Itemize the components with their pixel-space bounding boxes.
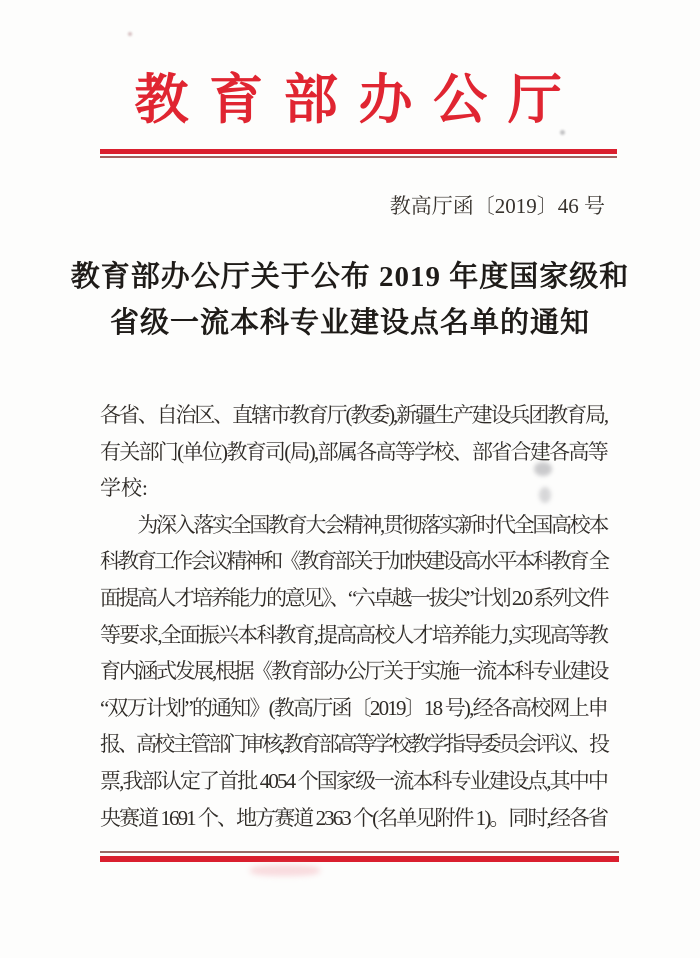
- document-title: [0, 254, 700, 346]
- salutation-line: 学校:: [100, 476, 148, 501]
- salutation-line: 各省、自治区、直辖市教育厅(教委),新疆生产建设兵团教育局,: [100, 403, 607, 427]
- title-line-2: 省级一流本科专业建设点名单的通知: [109, 307, 590, 339]
- body-line: “双万计划”的通知》(教高厅函〔2019〕18 号),经各高校网上申: [100, 695, 607, 720]
- body-line: 报、高校主管部门审核,教育部高等学校教学指导委员会评议、投: [100, 732, 607, 757]
- footer-rule-thin: [100, 851, 619, 853]
- body-line: 育内涵式发展,根据《教育部办公厅关于实施一流本科专业建设: [100, 659, 607, 684]
- body-line: 等要求,全面振兴本科教育,提高高校人才培养能力,实现高等教: [100, 622, 607, 647]
- body-text: [100, 397, 607, 836]
- salutation-line: 有关部门(单位)教育司(局),部属各高等学校、部省合建各高等: [100, 439, 607, 464]
- scan-artifact: [560, 130, 565, 135]
- title-line-1: 教育部办公厅关于公布 2019 年度国家级和: [70, 261, 630, 293]
- letterhead: [100, 64, 617, 136]
- body-line: 票,我部认定了首批 4054 个国家级一流本科专业建设点,其中中: [100, 768, 607, 793]
- agency-name: 教育部办公厅: [134, 70, 583, 130]
- doc-number: 教高厅函〔2019〕46 号: [389, 194, 605, 218]
- scan-artifact: [534, 462, 552, 476]
- body-line: 面提高人才培养能力的意见》、“六卓越一拔尖”计划 2.0 系列文件: [100, 585, 607, 610]
- letterhead-rule-thick: [100, 149, 617, 154]
- body-line: 央赛道 1691 个、地方赛道 2363 个(名单见附件 1)。同时,经各省: [100, 805, 608, 830]
- scan-artifact: [250, 865, 320, 876]
- scan-artifact: [128, 32, 132, 36]
- footer-rule-thick: [100, 856, 619, 862]
- body-line: 为深入落实全国教育大会精神,贯彻落实新时代全国高校本: [100, 512, 607, 537]
- body-line: 科教育工作会议精神和《教育部关于加快建设高水平本科教育 全: [100, 549, 607, 574]
- scan-artifact: [539, 487, 551, 503]
- letterhead-rule-thin: [100, 156, 617, 158]
